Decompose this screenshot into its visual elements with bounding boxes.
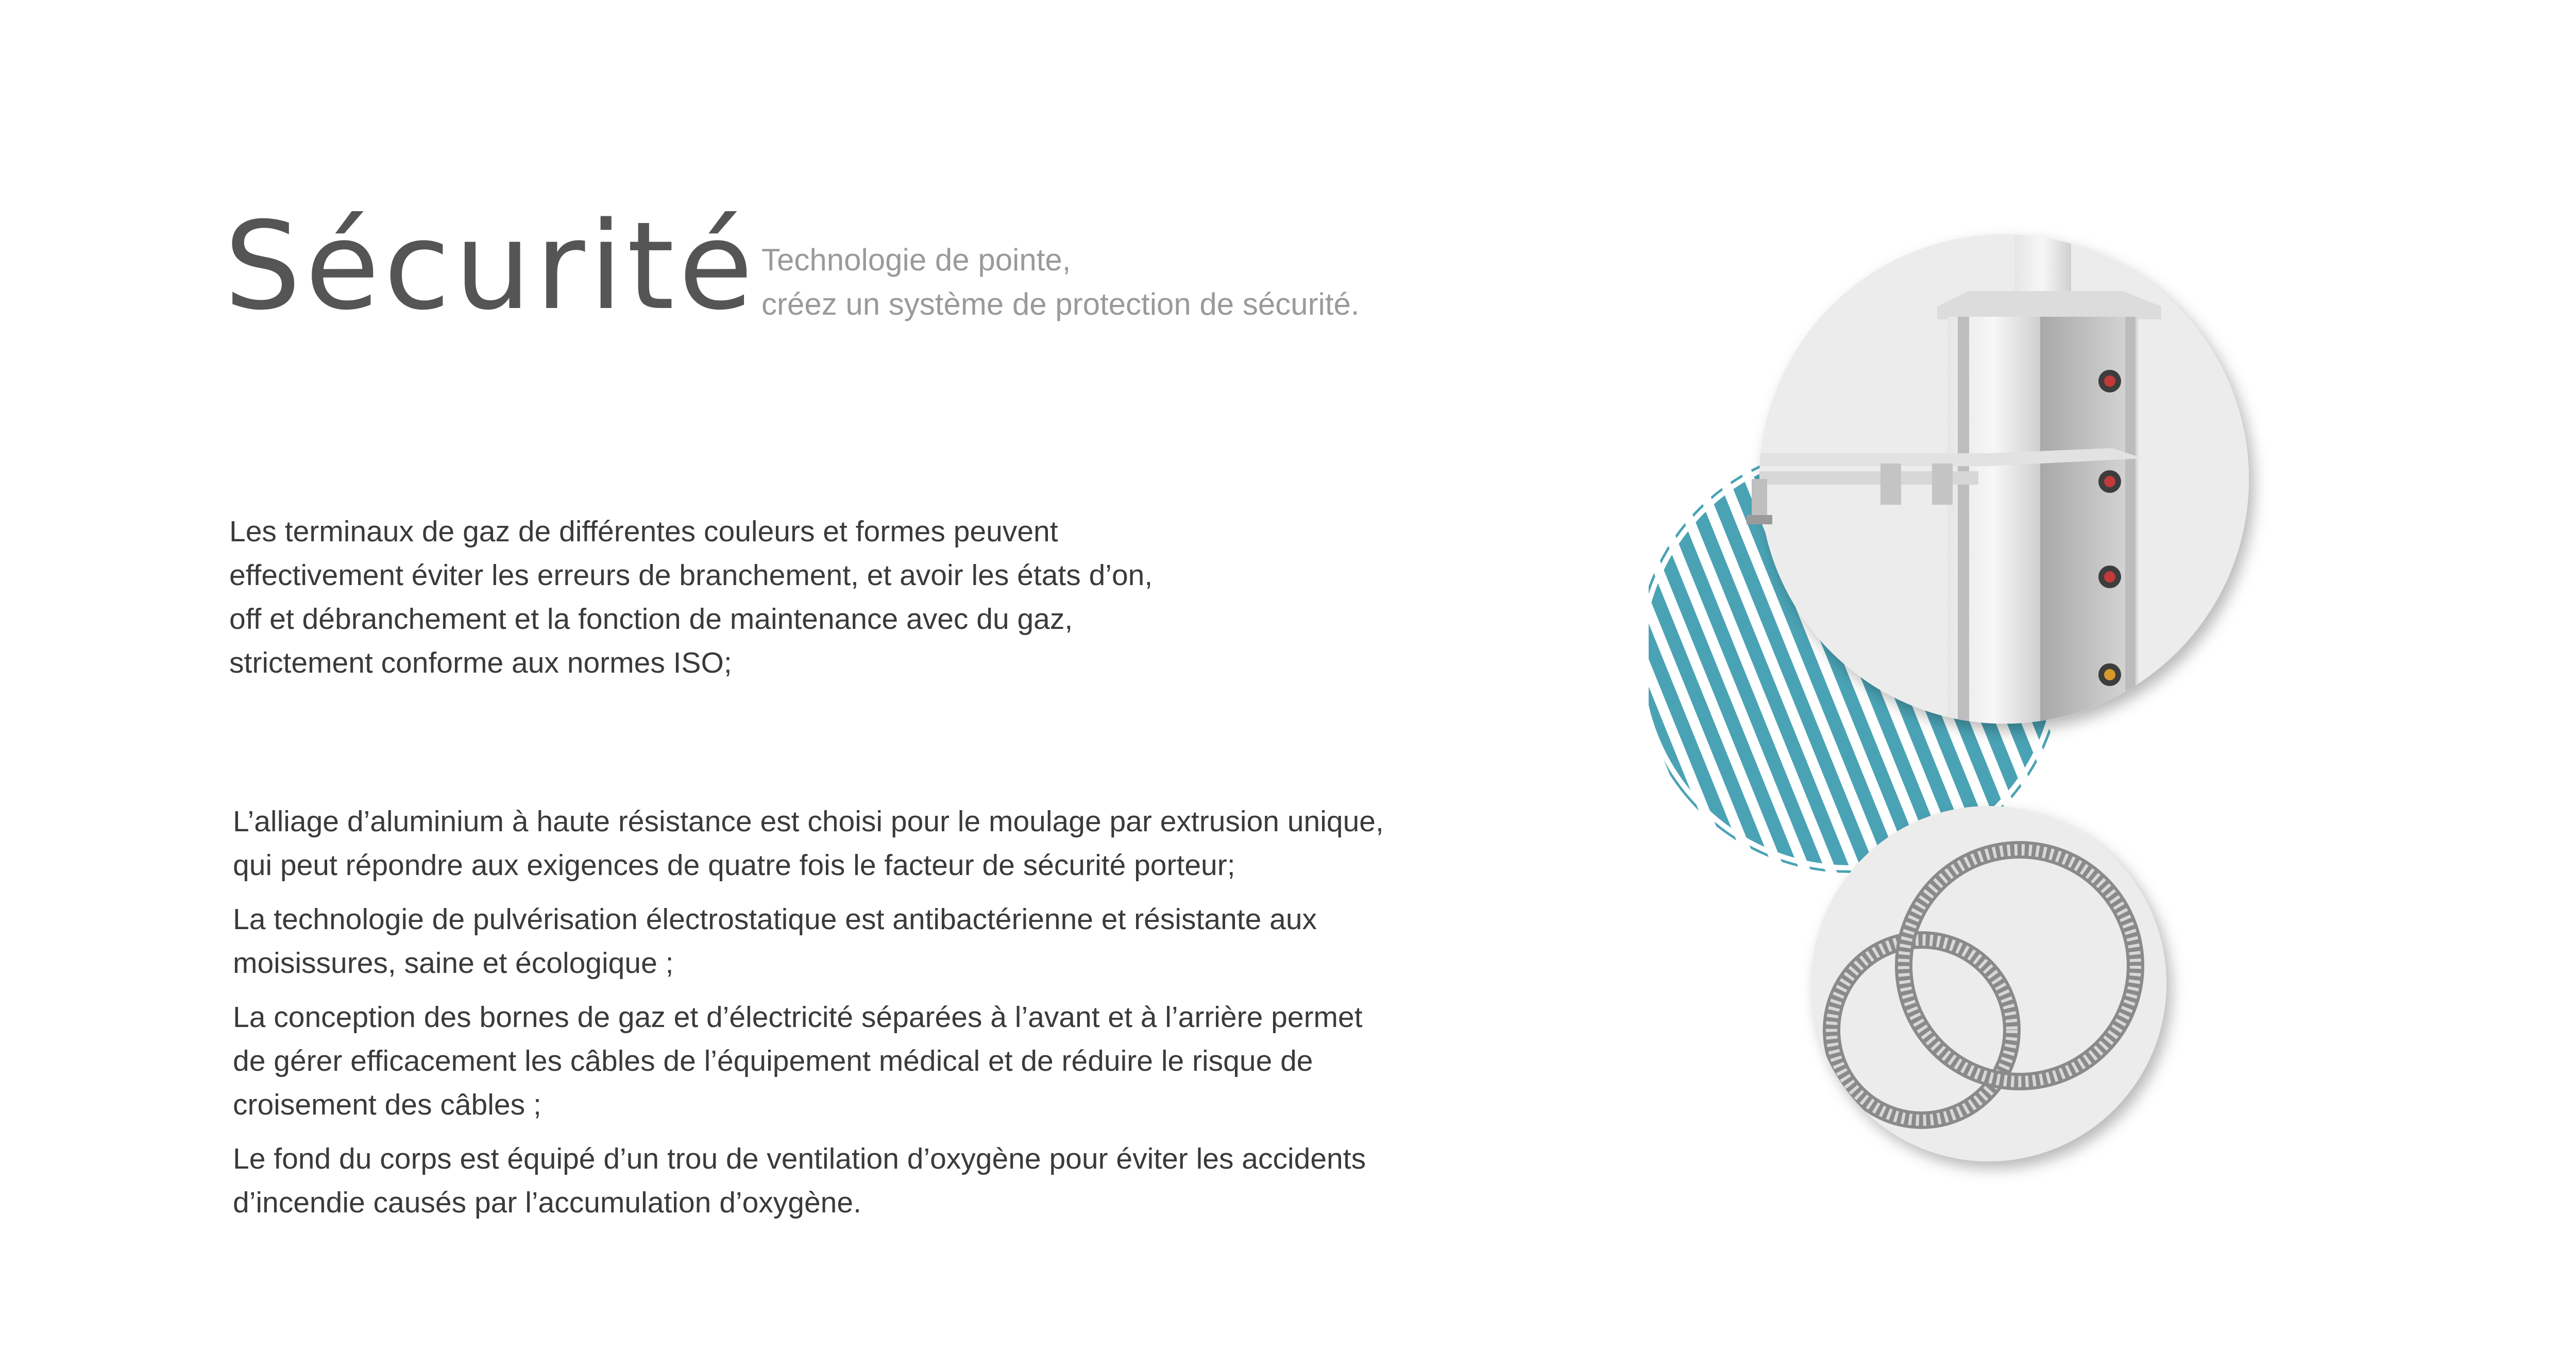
page-title: Sécurité bbox=[224, 196, 757, 337]
subtitle-line: Technologie de pointe, bbox=[761, 243, 1071, 277]
feature-list bbox=[233, 800, 1384, 1235]
feature-item bbox=[233, 996, 1384, 1127]
feature-line: moisissures, saine et écologique ; bbox=[233, 947, 674, 980]
intro-line: effectivement éviter les erreurs de branchement, et avoir les états d’on, bbox=[229, 559, 1153, 592]
feature-line: croisement des câbles ; bbox=[233, 1088, 541, 1121]
product-visual bbox=[1649, 216, 2370, 1195]
feature-line: La technologie de pulvérisation électrostatique est antibactérienne et résistante aux bbox=[233, 903, 1317, 936]
feature-line: Le fond du corps est équipé d’un trou de ventilation d’oxygène pour éviter les accidents bbox=[233, 1142, 1366, 1175]
intro-line: off et débranchement et la fonction de maintenance avec du gaz, bbox=[229, 603, 1073, 636]
feature-item bbox=[233, 800, 1384, 887]
feature-item bbox=[233, 898, 1384, 985]
page-subtitle bbox=[761, 238, 1360, 327]
intro-line: Les terminaux de gaz de différentes couleurs et formes peuvent bbox=[229, 515, 1058, 548]
spring-rings-image bbox=[1811, 806, 2166, 1161]
feature-line: de gérer efficacement les câbles de l’équipement médical et de réduire le risque de bbox=[233, 1044, 1313, 1077]
intro-paragraph bbox=[229, 510, 1153, 685]
feature-line: L’alliage d’aluminium à haute résistance est choisi pour le moulage par extrusion unique, bbox=[233, 805, 1384, 838]
product-visual-svg bbox=[1649, 216, 2370, 1195]
feature-line: qui peut répondre aux exigences de quatre fois le facteur de sécurité porteur; bbox=[233, 849, 1235, 882]
intro-line: strictement conforme aux normes ISO; bbox=[229, 646, 732, 679]
feature-line: La conception des bornes de gaz et d’électricité séparées à l’avant et à l’arrière permet bbox=[233, 1001, 1363, 1034]
feature-item bbox=[233, 1137, 1384, 1225]
subtitle-line: créez un système de protection de sécurité. bbox=[761, 287, 1360, 321]
feature-line: d’incendie causés par l’accumulation d’oxygène. bbox=[233, 1186, 861, 1219]
